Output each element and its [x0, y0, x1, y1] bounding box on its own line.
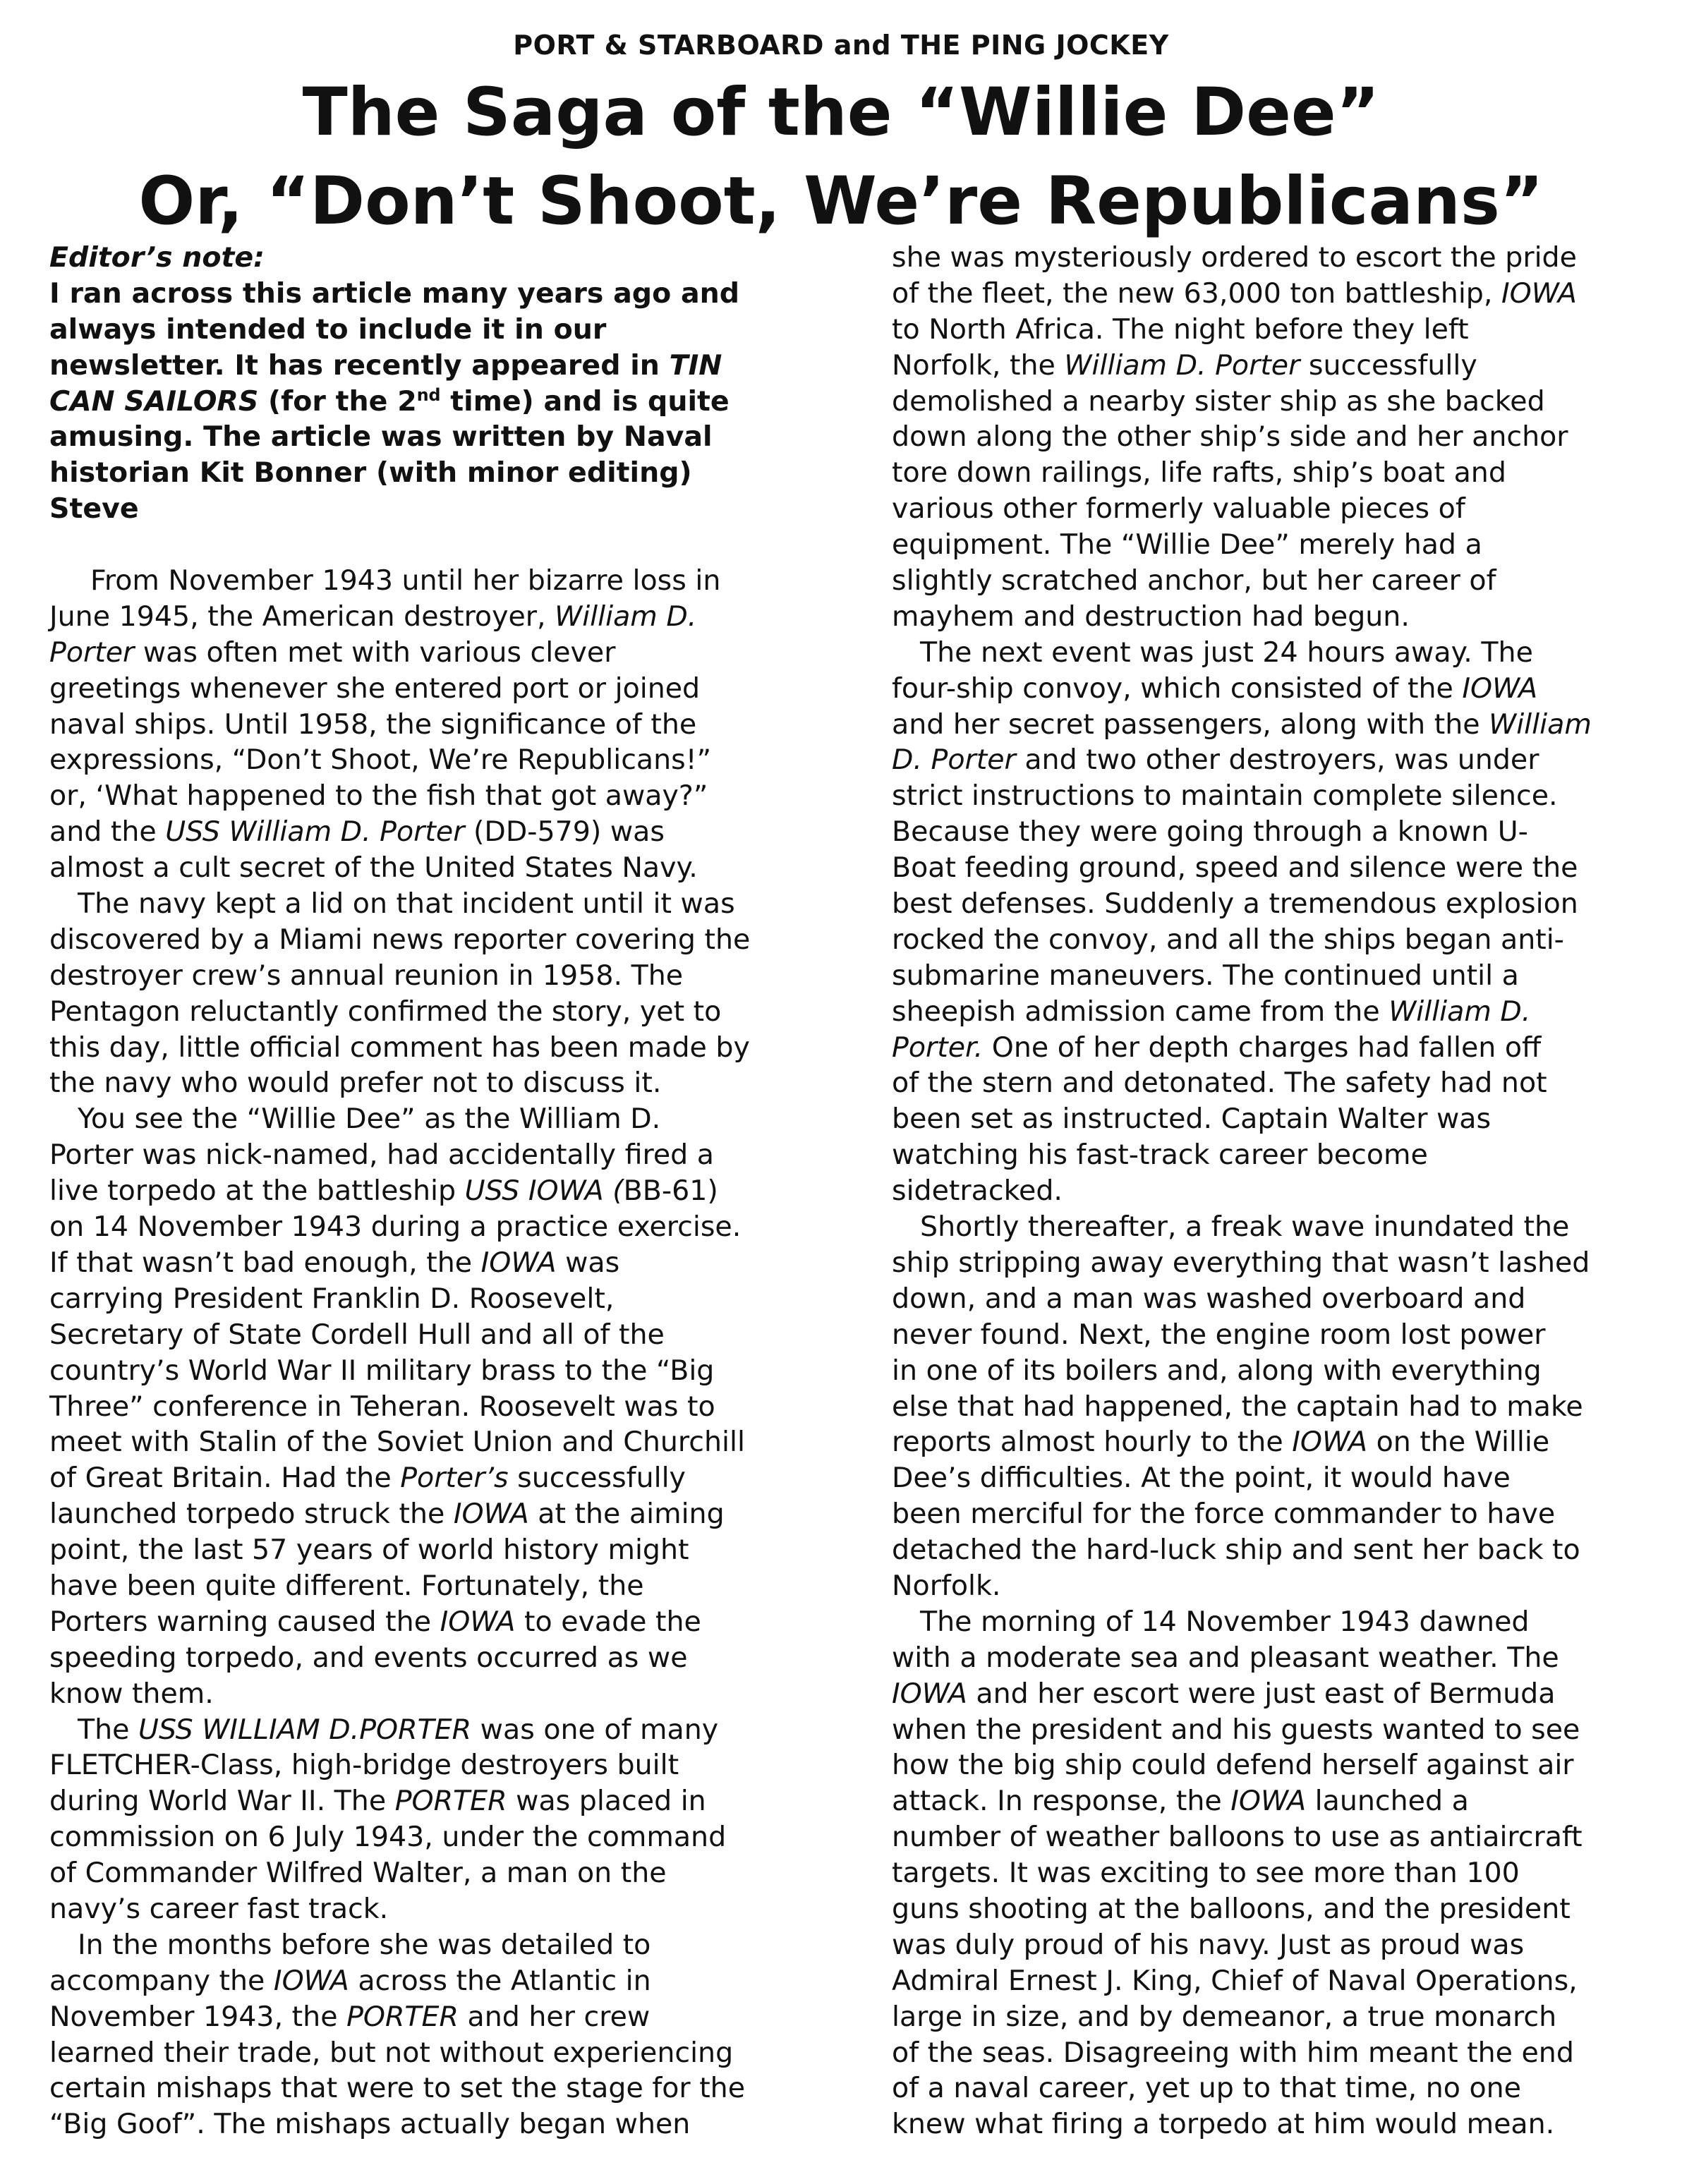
body-line: Norfolk.	[892, 1569, 1001, 1602]
body-line: during World War II. The PORTER was placed in	[49, 1785, 706, 1818]
body-line: and the USS William D. Porter (DD-579) was	[49, 815, 665, 849]
body-line: Norfolk, the William D. Porter successfully	[892, 348, 1477, 382]
body-line: down, and a man was washed overboard and	[892, 1282, 1526, 1315]
body-line: In the months before she was detailed to	[78, 1928, 651, 1961]
body-line: November 1943, the PORTER and her crew	[49, 2000, 651, 2033]
body-line: Admiral Ernest J. King, Chief of Naval Operations,	[892, 1964, 1578, 1997]
body-line: and her secret passengers, along with the William	[892, 708, 1592, 741]
body-line: naval ships. Until 1958, the significance of the	[49, 708, 697, 741]
body-line: rocked the convoy, and all the ships began anti-	[892, 923, 1564, 956]
body-line: reports almost hourly to the IOWA on the Willie	[892, 1426, 1550, 1459]
body-line: almost a cult secret of the United States Navy.	[49, 851, 698, 885]
body-line: was duly proud of his navy. Just as proud was	[892, 1928, 1525, 1961]
body-line: she was mysteriously ordered to escort the pride	[892, 241, 1577, 274]
body-line: IOWA and her escort were just east of Bermuda	[892, 1677, 1556, 1710]
body-line: of the seas. Disagreeing with him meant the end	[892, 2036, 1574, 2069]
body-line: “Big Goof”. The mishaps actually began when	[49, 2108, 691, 2141]
body-line: certain mishaps that were to set the stage for the	[49, 2072, 746, 2105]
body-line: else that had happened, the captain had to make	[892, 1390, 1583, 1423]
body-line: with a moderate sea and pleasant weather. The	[892, 1641, 1559, 1674]
editor-note-line: I ran across this article many years ago and	[49, 277, 740, 310]
body-line: ship stripping away everything that wasn’t lashed	[892, 1246, 1590, 1279]
body-line: been merciful for the force commander to have	[892, 1498, 1556, 1531]
body-line: The next event was just 24 hours away. The	[920, 636, 1533, 669]
body-line: Porter. One of her depth charges had fallen off	[892, 1031, 1542, 1064]
body-line: have been quite different. Fortunately, the	[49, 1569, 644, 1602]
editor-note-line: historian Kit Bonner (with minor editing)	[49, 456, 692, 490]
body-line: The morning of 14 November 1943 dawned	[920, 1605, 1530, 1638]
body-line: attack. In response, the IOWA launched a	[892, 1785, 1469, 1818]
body-line: navy’s career fast track.	[49, 1892, 389, 1925]
body-line: Three” conference in Teheran. Roosevelt was to	[49, 1390, 715, 1423]
body-line: of Great Britain. Had the Porter’s successfully	[49, 1462, 686, 1495]
body-line: launched torpedo struck the IOWA at the aiming	[49, 1498, 725, 1531]
body-line: point, the last 57 years of world history might	[49, 1534, 689, 1567]
body-line: guns shooting at the balloons, and the president	[892, 1892, 1571, 1925]
body-line: four-ship convoy, which consisted of the IOWA	[892, 672, 1538, 705]
body-line: strict instructions to maintain complete silence.	[892, 779, 1558, 813]
body-line: of the fleet, the new 63,000 ton battleship, IOWA	[892, 277, 1577, 310]
body-line: learned their trade, but not without experiencing	[49, 2036, 734, 2069]
right-column	[892, 240, 1647, 2142]
editor-note-line: always intended to include it in our	[49, 313, 607, 346]
body-line: D. Porter and two other destroyers, was under	[892, 744, 1539, 777]
body-line: equipment. The “Willie Dee” merely had a	[892, 528, 1482, 562]
body-line: commission on 6 July 1943, under the command	[49, 1821, 727, 1854]
body-line: best defenses. Suddenly a tremendous explosion	[892, 887, 1578, 921]
body-line: various other formerly valuable pieces of	[892, 492, 1465, 526]
body-line: large in size, and by demeanor, a true monarch	[892, 2000, 1557, 2033]
article-title-line-2: Or, “Don’t Shoot, We’re Republicans”	[138, 163, 1544, 240]
body-line: of the stern and detonated. The safety had not	[892, 1067, 1547, 1100]
body-line: Porter was nick-named, had accidentally fired a	[49, 1139, 714, 1172]
body-line: expressions, “Don’t Shoot, We’re Republicans!”	[49, 744, 712, 777]
body-line: discovered by a Miami news reporter covering the	[49, 923, 751, 956]
left-column	[49, 240, 811, 2142]
body-line: of a naval career, yet up to that time, no one	[892, 2072, 1521, 2105]
body-line: Secretary of State Cordell Hull and all of the	[49, 1318, 665, 1351]
body-line: or, ‘What happened to the fish that got away?”	[49, 779, 708, 813]
body-line: sidetracked.	[892, 1175, 1063, 1208]
body-line: targets. It was exciting to see more than 100	[892, 1857, 1520, 1890]
body-line: in one of its boilers and, along with everything	[892, 1354, 1542, 1387]
body-line: demolished a nearby sister ship as she backed	[892, 384, 1545, 418]
editor-note-line: newsletter. It has recently appeared in TIN	[49, 348, 722, 382]
body-line: mayhem and destruction had begun.	[892, 600, 1410, 633]
body-line: From November 1943 until her bizarre loss in	[90, 564, 721, 597]
body-line: know them.	[49, 1677, 214, 1710]
body-line: Porter was often met with various clever	[49, 636, 616, 669]
body-line: detached the hard-luck ship and sent her back to	[892, 1534, 1580, 1567]
body-line: Dee’s difficulties. At the point, it would have	[892, 1462, 1511, 1495]
body-line: to North Africa. The night before they left	[892, 313, 1469, 346]
body-line: Porters warning caused the IOWA to evade the	[49, 1605, 701, 1638]
body-line: sheepish admission came from the William D.	[892, 995, 1531, 1028]
body-line: watching his fast-track career become	[892, 1139, 1428, 1172]
body-line: been set as instructed. Captain Walter was	[892, 1103, 1492, 1136]
body-line: speeding torpedo, and events occurred as we	[49, 1641, 688, 1674]
body-line: how the big ship could defend herself against air	[892, 1749, 1574, 1782]
body-line: The USS WILLIAM D.PORTER was one of many	[78, 1713, 719, 1746]
body-line: carrying President Franklin D. Roosevelt,	[49, 1282, 615, 1315]
body-line: The navy kept a lid on that incident until it was	[78, 887, 735, 921]
body-line: down along the other ship’s side and her anchor	[892, 420, 1568, 454]
body-line: on 14 November 1943 during a practice exercise.	[49, 1211, 742, 1244]
body-line: submarine maneuvers. The continued until a	[892, 959, 1519, 992]
body-line: Because they were going through a known U-	[892, 815, 1528, 849]
body-line: If that wasn’t bad enough, the IOWA was	[49, 1246, 620, 1279]
body-line: number of weather balloons to use as antiaircraft	[892, 1821, 1583, 1854]
body-line: never found. Next, the engine room lost power	[892, 1318, 1546, 1351]
article-title-line-1: The Saga of the “Willie Dee”	[302, 74, 1380, 151]
editor-note-signature: Steve	[49, 492, 139, 526]
body-line: destroyer crew’s annual reunion in 1958. The	[49, 959, 684, 992]
body-line: when the president and his guests wanted to see	[892, 1713, 1580, 1746]
body-line: knew what firing a torpedo at him would mean.	[892, 2108, 1555, 2141]
body-line: the navy who would prefer not to discuss it.	[49, 1067, 662, 1100]
body-line: June 1945, the American destroyer, William D.	[49, 600, 697, 633]
body-line: accompany the IOWA across the Atlantic in	[49, 1964, 651, 1997]
body-line: this day, little official comment has been made by	[49, 1031, 750, 1064]
body-line: of Commander Wilfred Walter, a man on the	[49, 1857, 667, 1890]
body-line: FLETCHER-Class, high-bridge destroyers built	[49, 1749, 679, 1782]
newsletter-kicker: PORT & STARBOARD and THE PING JOCKEY	[513, 30, 1169, 61]
body-line: Shortly thereafter, a freak wave inundated the	[920, 1211, 1570, 1244]
body-line: meet with Stalin of the Soviet Union and Churchill	[49, 1426, 745, 1459]
body-line: You see the “Willie Dee” as the William D.	[78, 1103, 661, 1136]
body-line: country’s World War II military brass to the “Big	[49, 1354, 715, 1387]
body-line: live torpedo at the battleship USS IOWA (BB-61)	[49, 1175, 718, 1208]
body-line: greetings whenever she entered port or joined	[49, 672, 701, 705]
body-line: tore down railings, life rafts, ship’s boat and	[892, 456, 1506, 490]
body-line: slightly scratched anchor, but her career of	[892, 564, 1496, 597]
body-line: Boat feeding ground, speed and silence were the	[892, 851, 1578, 885]
editor-note-line: amusing. The article was written by Naval	[49, 420, 713, 454]
body-line: Pentagon reluctantly confirmed the story, yet to	[49, 995, 722, 1028]
editor-note-line: CAN SAILORS (for the 2nd time) and is quite	[49, 384, 730, 418]
editor-note-heading: Editor’s note:	[49, 241, 265, 274]
